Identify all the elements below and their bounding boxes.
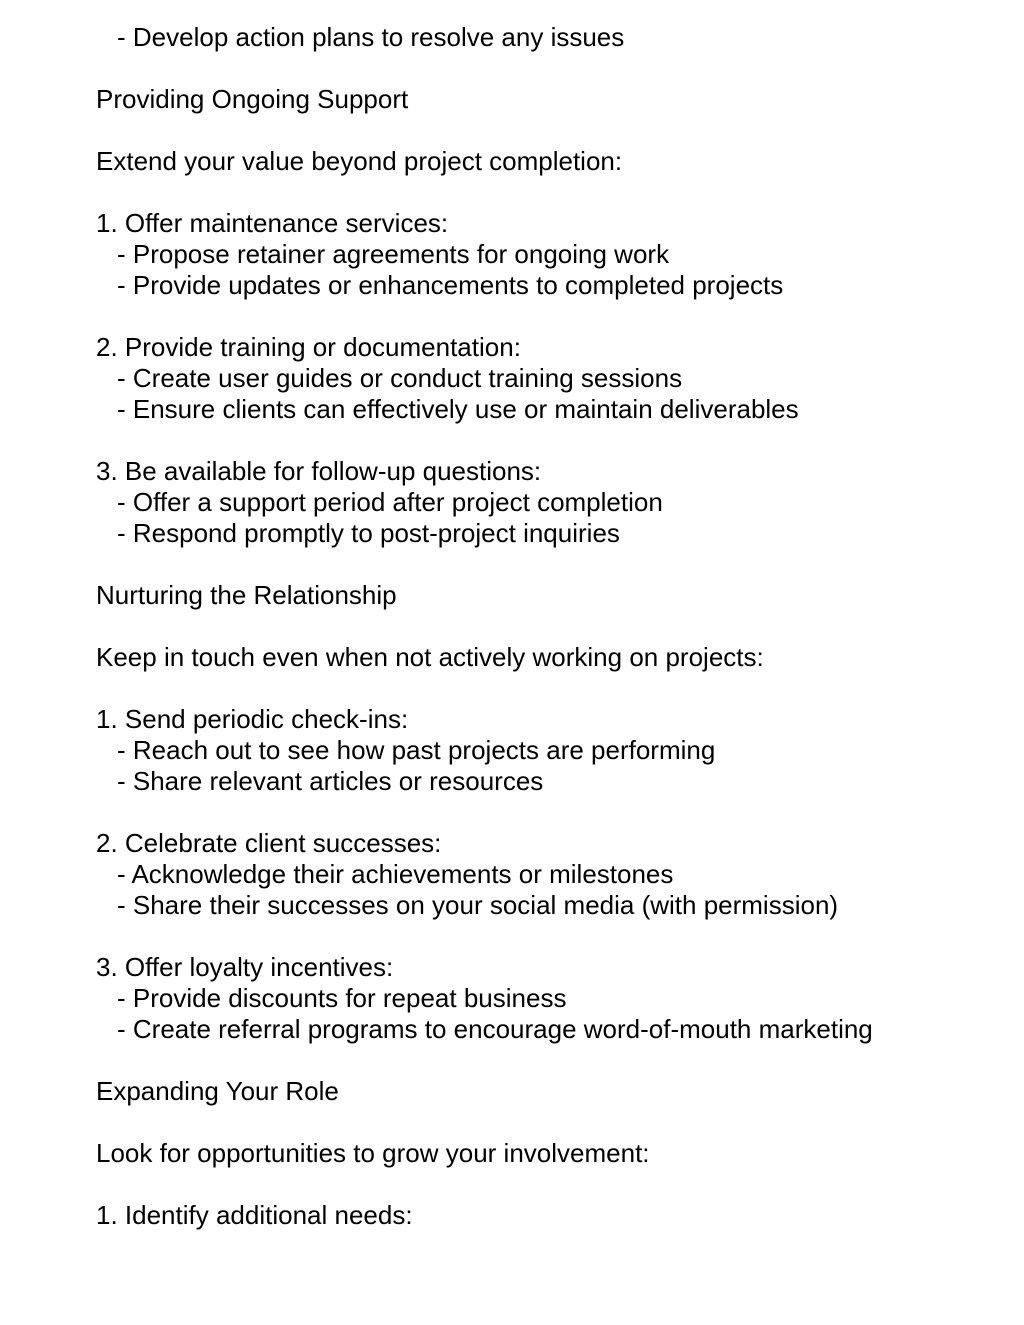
blank-line xyxy=(96,921,964,952)
blank-line xyxy=(96,673,964,704)
blank-line xyxy=(96,115,964,146)
blank-line xyxy=(96,1107,964,1138)
blank-line xyxy=(96,301,964,332)
sub-list-item: - Reach out to see how past projects are performing xyxy=(117,735,716,765)
section-heading: Nurturing the Relationship xyxy=(96,580,397,610)
blank-line xyxy=(96,1045,964,1076)
document-body xyxy=(96,22,964,1231)
numbered-list-item: 2. Provide training or documentation: xyxy=(96,332,521,362)
paragraph-line: Extend your value beyond project completion: xyxy=(96,146,623,176)
blank-line xyxy=(96,177,964,208)
section-heading: Expanding Your Role xyxy=(96,1076,339,1106)
sub-list-item: - Provide discounts for repeat business xyxy=(117,983,567,1013)
paragraph-line: Keep in touch even when not actively working on projects: xyxy=(96,642,764,672)
numbered-list-item: 2. Celebrate client successes: xyxy=(96,828,442,858)
sub-list-item: - Create user guides or conduct training sessions xyxy=(117,363,683,393)
paragraph-line: Look for opportunities to grow your involvement: xyxy=(96,1138,650,1168)
numbered-list-item: 1. Offer maintenance services: xyxy=(96,208,449,238)
blank-line xyxy=(96,797,964,828)
numbered-list-item: 1. Identify additional needs: xyxy=(96,1200,413,1230)
sub-list-item: - Respond promptly to post-project inquiries xyxy=(117,518,620,548)
sub-list-item: - Propose retainer agreements for ongoing work xyxy=(117,239,670,269)
blank-line xyxy=(96,549,964,580)
sub-list-item: - Develop action plans to resolve any issues xyxy=(117,22,625,52)
blank-line xyxy=(96,425,964,456)
sub-list-item: - Share relevant articles or resources xyxy=(117,766,544,796)
blank-line xyxy=(96,1169,964,1200)
sub-list-item: - Offer a support period after project completion xyxy=(117,487,663,517)
sub-list-item: - Acknowledge their achievements or milestones xyxy=(117,859,674,889)
blank-line xyxy=(96,53,964,84)
numbered-list-item: 1. Send periodic check-ins: xyxy=(96,704,409,734)
sub-list-item: - Provide updates or enhancements to completed projects xyxy=(117,270,784,300)
blank-line xyxy=(96,611,964,642)
sub-list-item: - Ensure clients can effectively use or maintain deliverables xyxy=(117,394,799,424)
numbered-list-item: 3. Offer loyalty incentives: xyxy=(96,952,394,982)
numbered-list-item: 3. Be available for follow-up questions: xyxy=(96,456,542,486)
sub-list-item: - Share their successes on your social media (with permission) xyxy=(117,890,839,920)
sub-list-item: - Create referral programs to encourage word-of-mouth marketing xyxy=(117,1014,873,1044)
section-heading: Providing Ongoing Support xyxy=(96,84,409,114)
